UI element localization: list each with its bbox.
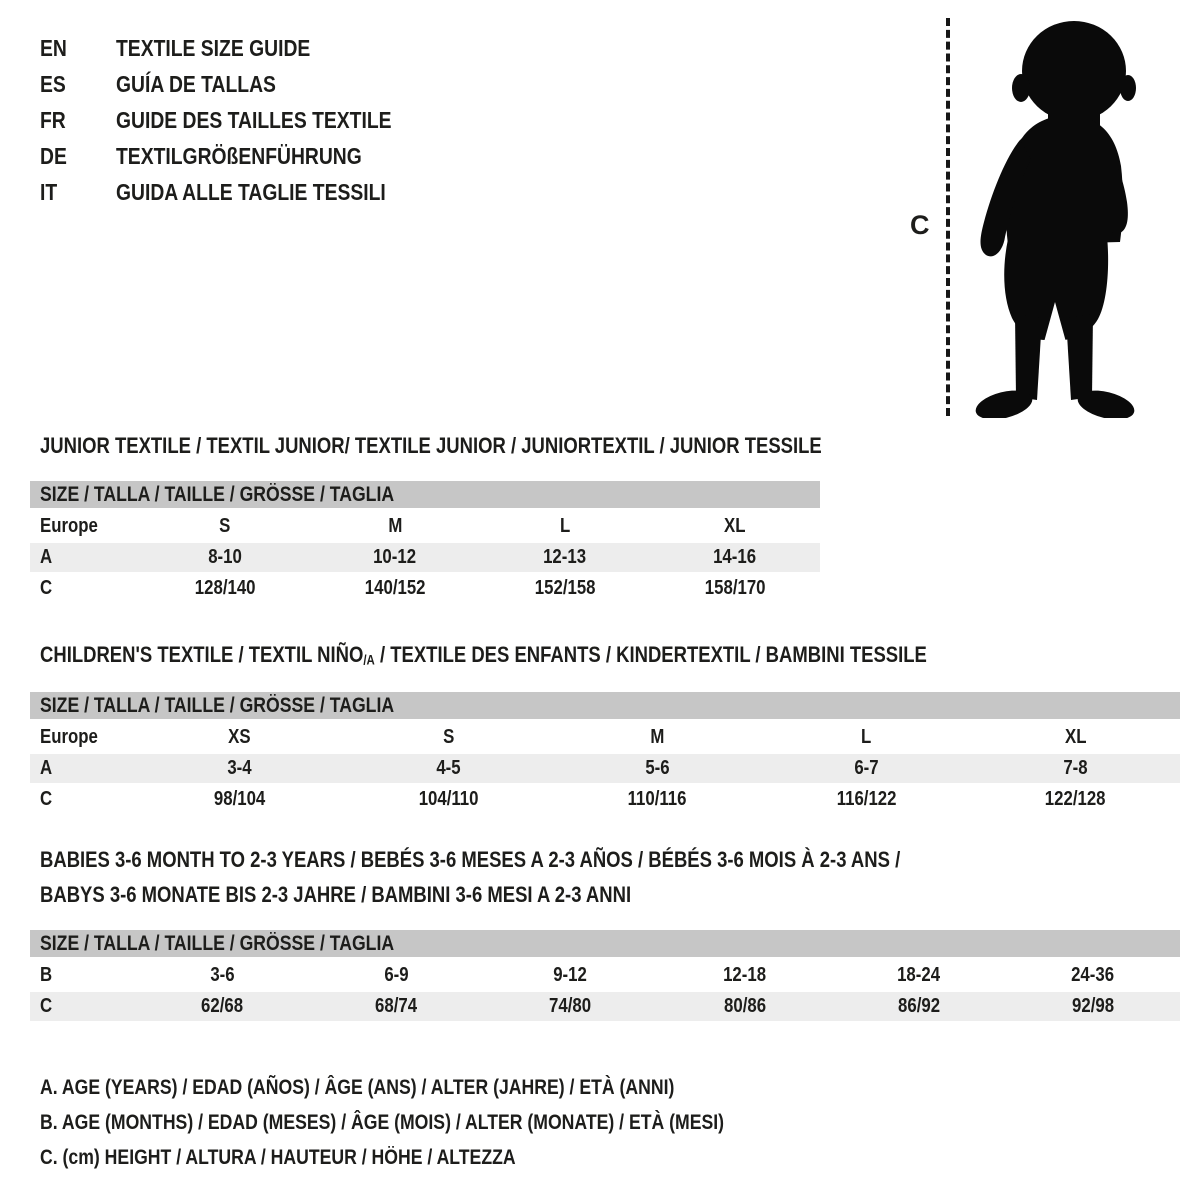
table-row-sizes — [30, 512, 820, 541]
table-cell: M — [650, 726, 665, 748]
legend-line-b — [40, 1105, 854, 1140]
size-header-band — [30, 481, 820, 508]
row-label: A — [40, 757, 53, 779]
size-header-text: SIZE / TALLA / TAILLE / GRÖSSE / TAGLIA — [40, 693, 395, 717]
nino-a-subscript: /A — [363, 652, 375, 668]
legend-line-a — [40, 1070, 854, 1105]
table-cell: 9-12 — [553, 964, 588, 986]
row-label: Europe — [40, 515, 98, 537]
table-cell: XL — [1064, 726, 1087, 748]
table-cell: 3-6 — [209, 964, 235, 986]
table-cell: 12-13 — [543, 546, 587, 568]
language-label: GUIDE DES TAILLES TEXTILE — [116, 106, 392, 133]
table-cell: 110/116 — [628, 788, 687, 810]
size-header-band — [30, 930, 1180, 957]
table-cell: 80/86 — [723, 995, 766, 1017]
language-row-es — [40, 66, 444, 102]
table-cell: 5-6 — [645, 757, 670, 779]
babies-size-table — [30, 930, 1180, 1023]
junior-size-table — [30, 481, 820, 605]
table-cell: 10-12 — [373, 546, 417, 568]
table-cell: 8-10 — [208, 546, 242, 568]
language-code: FR — [40, 106, 66, 133]
row-label: Europe — [40, 726, 98, 748]
table-cell: 6-9 — [384, 964, 409, 986]
language-label: GUIDA ALLE TAGLIE TESSILI — [116, 178, 386, 205]
table-row-age-years — [30, 754, 1180, 783]
table-row-height-cm — [30, 992, 1180, 1021]
language-list — [40, 30, 444, 210]
babies-section-title-line1 — [40, 848, 1064, 872]
table-cell: 6-7 — [854, 757, 879, 779]
size-header-text: SIZE / TALLA / TAILLE / GRÖSSE / TAGLIA — [40, 482, 395, 506]
legend-text: A. AGE (YEARS) / EDAD (AÑOS) / ÂGE (ANS) / ALTER (JAHRE) / ETÀ (ANNI) — [40, 1075, 675, 1099]
table-cell: L — [861, 726, 872, 748]
table-cell: L — [559, 515, 571, 537]
legend — [40, 1070, 854, 1175]
row-label: C — [40, 788, 53, 810]
row-label: C — [40, 577, 53, 599]
children-section-title-text: CHILDREN'S TEXTILE / TEXTIL NIÑO/A / TEXTILE DES ENFANTS / KINDERTEXTIL / BAMBINI TESSILE — [40, 642, 927, 668]
table-cell: 86/92 — [897, 995, 940, 1017]
table-cell: 158/170 — [704, 577, 766, 599]
language-row-fr — [40, 102, 444, 138]
table-cell: XS — [228, 726, 251, 748]
table-cell: 74/80 — [549, 995, 592, 1017]
language-code: DE — [40, 142, 67, 169]
legend-line-c — [40, 1140, 854, 1175]
table-cell: S — [219, 515, 231, 537]
table-cell: M — [387, 515, 402, 537]
language-row-en — [40, 30, 444, 66]
size-header-text: SIZE / TALLA / TAILLE / GRÖSSE / TAGLIA — [40, 931, 395, 955]
table-cell: 62/68 — [201, 995, 244, 1017]
table-cell: 92/98 — [1071, 995, 1114, 1017]
row-label: B — [40, 964, 53, 986]
size-header-band — [30, 692, 1180, 719]
table-cell: 4-5 — [436, 757, 461, 779]
table-row-sizes — [30, 723, 1180, 752]
table-cell: 104/110 — [418, 788, 479, 810]
table-cell: 116/122 — [836, 788, 897, 810]
language-row-de — [40, 138, 444, 174]
table-cell: 18-24 — [897, 964, 941, 986]
table-cell: 3-4 — [227, 757, 252, 779]
toddler-silhouette-icon — [960, 16, 1142, 418]
height-measure-line — [946, 18, 950, 416]
table-row-age-years — [30, 543, 820, 572]
babies-section-title-text: BABYS 3-6 MONATE BIS 2-3 JAHRE / BAMBINI 3-6 MESI A 2-3 ANNI — [40, 882, 632, 907]
language-label: TEXTILE SIZE GUIDE — [116, 34, 311, 61]
language-code: ES — [40, 70, 66, 97]
language-code: EN — [40, 34, 67, 61]
table-row-height-cm — [30, 785, 1180, 814]
table-cell: S — [442, 726, 455, 748]
toddler-silhouette — [960, 16, 1142, 423]
legend-text: C. (cm) HEIGHT / ALTURA / HAUTEUR / HÖHE / ALTEZZA — [40, 1145, 516, 1169]
table-cell: 152/158 — [534, 577, 596, 599]
height-measure-label: C — [910, 210, 930, 240]
table-row-height-cm — [30, 574, 820, 603]
table-cell: 24-36 — [1071, 964, 1115, 986]
table-cell: 122/128 — [1045, 788, 1106, 810]
table-cell: 12-18 — [723, 964, 767, 986]
children-size-table — [30, 692, 1180, 816]
table-cell: XL — [724, 515, 746, 537]
table-cell: 14-16 — [713, 546, 757, 568]
babies-section-title-text: BABIES 3-6 MONTH TO 2-3 YEARS / BEBÉS 3-6 MESES A 2-3 AÑOS / BÉBÉS 3-6 MOIS À 2-3 ANS / — [40, 847, 901, 872]
legend-text: B. AGE (MONTHS) / EDAD (MESES) / ÂGE (MOIS) / ALTER (MONATE) / ETÀ (MESI) — [40, 1110, 725, 1134]
table-cell: 128/140 — [194, 577, 256, 599]
junior-section-title-text: JUNIOR TEXTILE / TEXTIL JUNIOR/ TEXTILE JUNIOR / JUNIORTEXTIL / JUNIOR TESSILE — [40, 433, 822, 458]
junior-section-title — [40, 434, 971, 458]
language-code: IT — [40, 178, 58, 205]
table-row-age-months — [30, 961, 1180, 990]
children-section-title — [40, 643, 1096, 672]
table-cell: 7-8 — [1063, 757, 1088, 779]
language-label: TEXTILGRÖßENFÜHRUNG — [116, 142, 362, 169]
babies-section-title-line2 — [40, 883, 744, 907]
table-cell: 98/104 — [213, 788, 266, 810]
table-cell: 68/74 — [375, 995, 418, 1017]
table-cell: 140/152 — [364, 577, 426, 599]
language-label: GUÍA DE TALLAS — [116, 70, 276, 97]
row-label: A — [40, 546, 53, 568]
row-label: C — [40, 995, 53, 1017]
language-row-it — [40, 174, 444, 210]
